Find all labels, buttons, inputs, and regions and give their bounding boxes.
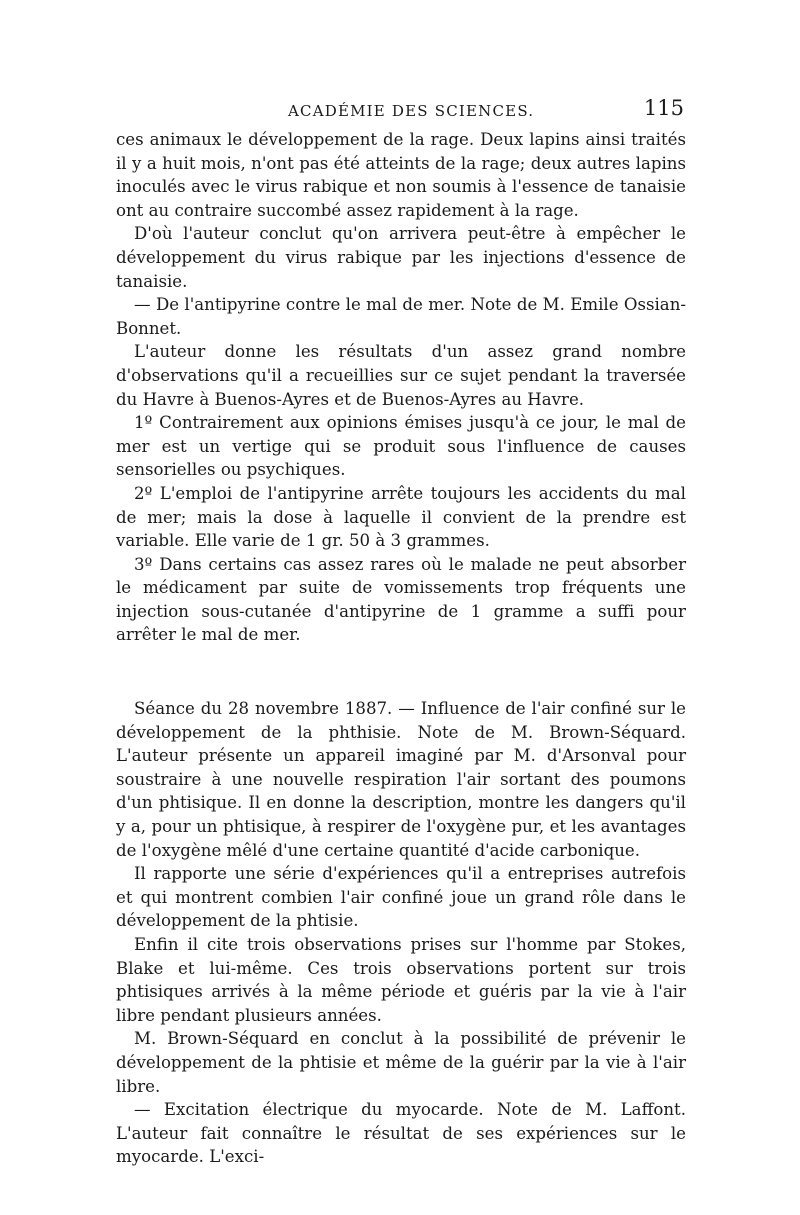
paragraph: Séance du 28 novembre 1887. — Influence de l'air confiné sur le développement de la phthisie. Note de M. Brown-Séquard. L'auteur présente un appareil imaginé par M. d'Arsonval pour soustraire à une nouvelle respiration l'air sortant des poumons d'un phtisique. Il en donne la description, montre les dangers qu'il y a, pour un phtisique, à respirer de l'oxygène pur, et les avantages de l'oxygène mêlé d'une certaine quantité d'acide carbonique. (116, 699, 686, 860)
paragraph: 2º L'emploi de l'antipyrine arrête toujours les accidents du mal de mer; mais la dose à laquelle il convient de la prendre est variable. Elle varie de 1 gr. 50 à 3 grammes. (116, 483, 686, 551)
paragraph: D'où l'auteur conclut qu'on arrivera peut-être à empêcher le développement du virus rabique par les injections d'essence de tanaisie. (116, 224, 686, 291)
running-title: ACADÉMIE DES SCIENCES. (288, 102, 535, 120)
paragraph: M. Brown-Séquard en conclut à la possibilité de prévenir le développement de la phtisie et même de la guérir par la vie à l'air libre. (116, 1029, 686, 1096)
section-divider (116, 647, 686, 697)
paragraph: 1º Contrairement aux opinions émises jusqu'à ce jour, le mal de mer est un vertige qui se produit sous l'influence de causes sensorielles ou psychiques. (116, 413, 686, 480)
paragraph: — De l'antipyrine contre le mal de mer. Note de M. Emile Ossian-Bonnet. (116, 295, 686, 338)
paragraph: L'auteur donne les résultats d'un assez grand nombre d'observations qu'il a recueillies sur ce sujet pendant la traversée du Havre à Buenos-Ayres et de Buenos-Ayres au Havre. (116, 342, 686, 409)
paragraph: Il rapporte une série d'expériences qu'il a entreprises autrefois et qui montrent combien l'air confiné joue un grand rôle dans le développement de la phtisie. (116, 864, 686, 931)
page-body (116, 128, 686, 1169)
paragraph: ces animaux le développement de la rage. Deux lapins ainsi traités il y a huit mois, n'ont pas été atteints de la rage; deux autres lapins inoculés avec le virus rabique et non soumis à l'essence de tanaisie ont au contraire succombé assez rapidement à la rage. (116, 130, 686, 220)
paragraph: 3º Dans certains cas assez rares où le malade ne peut absorber le médicament par suite de vomissements trop fréquents une injection sous-cutanée d'antipyrine de 1 gramme a suffi pour arrêter le mal de mer. (116, 554, 686, 645)
page-number: 115 (643, 96, 684, 120)
paragraph: — Excitation électrique du myocarde. Note de M. Laffont. L'auteur fait connaître le résultat de ses expériences sur le myocarde. L'exci- (116, 1100, 686, 1167)
paragraph: Enfin il cite trois observations prises sur l'homme par Stokes, Blake et lui-même. Ces trois observations portent sur trois phtisiques arrivés à la même période et guéris par la vie à l'air libre pendant plusieurs années. (116, 935, 686, 1025)
page-header (116, 96, 684, 126)
